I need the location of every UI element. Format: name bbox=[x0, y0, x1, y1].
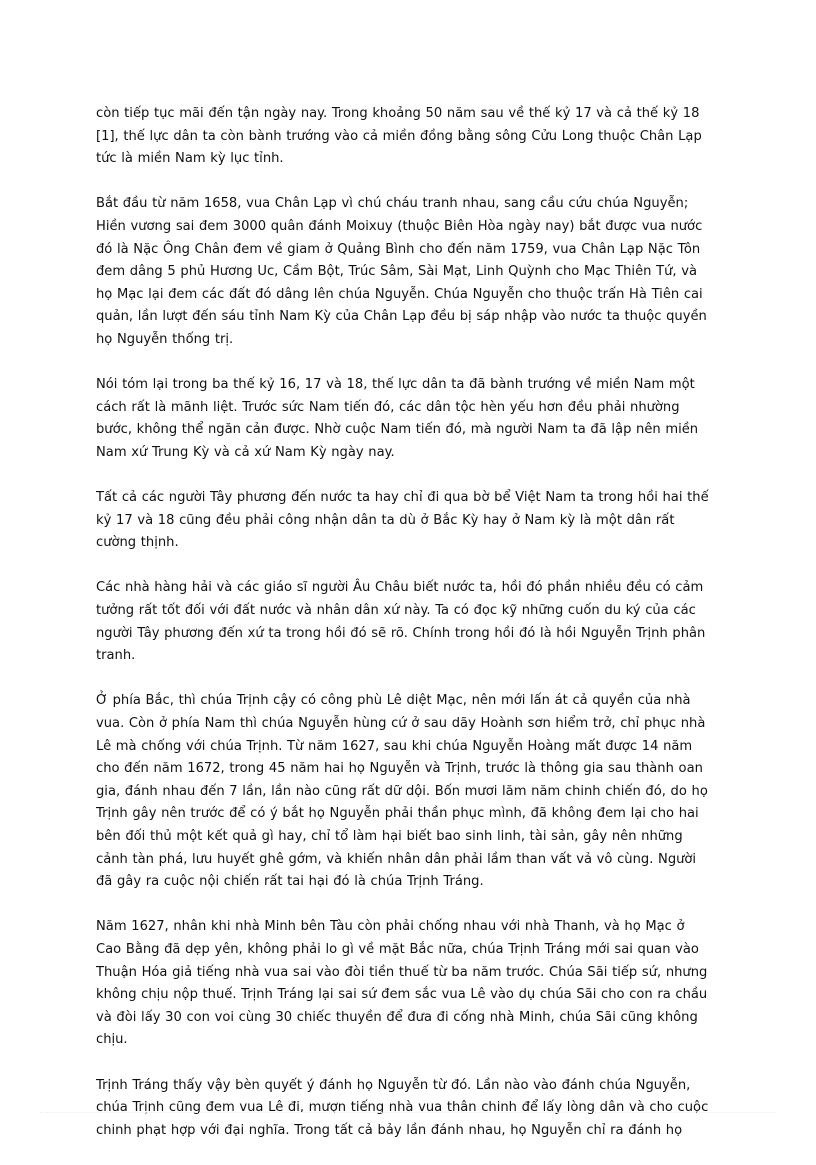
text-line: tranh. bbox=[96, 648, 136, 664]
text-line: Trịnh Tráng thấy vậy bèn quyết ý đánh họ Nguyễn từ đó. Lần nào vào đánh chúa Nguyễn, bbox=[96, 1077, 691, 1093]
text-line: Trịnh gây nên trước để có ý bắt họ Nguyễn phải thần phục mình, đã không đem lại cho hai bbox=[96, 806, 699, 822]
text-line: người Tây phương đến xứ ta trong hồi đó sẽ rõ. Chính trong hồi đó là hồi Nguyễn Trịnh phân bbox=[96, 625, 706, 641]
text-line: họ Nguyễn thống trị. bbox=[96, 331, 234, 347]
text-line: Các nhà hàng hải và các giáo sĩ người Âu Châu biết nước ta, hồi đó phần nhiều đều có cảm bbox=[96, 580, 704, 596]
text-line: cường thịnh. bbox=[96, 535, 179, 551]
text-line: tưởng rất tốt đối với đất nước và nhân dân xứ này. Ta có đọc kỹ những cuốn du ký của các bbox=[96, 603, 696, 619]
text-line: cảnh tàn phá, lưu huyết ghê gớm, và khiến nhân dân phải lầm than vất vả vô cùng. Người bbox=[96, 851, 697, 867]
text-line: Năm 1627, nhân khi nhà Minh bên Tàu còn phải chống nhau với nhà Thanh, và họ Mạc ở bbox=[96, 919, 685, 935]
text-line: bên đối thủ một kết quả gì hay, chỉ tổ làm hại biết bao sinh linh, tài sản, gây nên những bbox=[96, 829, 683, 844]
paragraph bbox=[96, 916, 736, 1052]
paragraph bbox=[96, 1075, 736, 1143]
text-line: chúa Trịnh cũng đem vua Lê đi, mượn tiếng nhà vua thân chinh để lấy lòng dân và cho cuộc bbox=[96, 1100, 709, 1116]
text-line: Cao Bằng đã dẹp yên, không phải lo gì về mặt Bắc nữa, chúa Trịnh Tráng mới sai quan vào bbox=[96, 941, 699, 957]
text-line: Tất cả các người Tây phương đến nước ta hay chỉ đi qua bờ bể Việt Nam ta trong hồi hai thế bbox=[96, 490, 709, 506]
text-line: kỷ 17 và 18 cũng đều phải công nhận dân ta dù ở Bắc Kỳ hay ở Nam kỳ là một dân rất bbox=[96, 512, 675, 528]
text-line: cho đến năm 1672, trong 45 năm hai họ Nguyễn và Trịnh, trước là thông gia sau thành oan bbox=[96, 761, 703, 777]
text-line: đó là Nặc Ông Chân đem về giam ở Quảng Bình cho đến năm 1759, vua Chân Lạp Nặc Tôn bbox=[96, 241, 701, 257]
text-line: Thuận Hóa giả tiếng nhà vua sai vào đòi tiền thuế từ ba năm trước. Chúa Sãi tiếp sứ, nhưng bbox=[96, 964, 708, 980]
text-line: gia, đánh nhau đến 7 lần, lần nào cũng rất dữ dội. Bốn mươi lăm năm chinh chiến đó, do họ bbox=[96, 783, 708, 799]
text-line: và đòi lấy 30 con voi cùng 30 chiếc thuyền để đưa đi cống nhà Minh, chúa Sãi cũng không bbox=[96, 1009, 698, 1025]
text-line: cách rất là mãnh liệt. Trước sức Nam tiến đó, các dân tộc hèn yếu hơn đều phải nhường bbox=[96, 399, 680, 415]
text-line: Hiền vương sai đem 3000 quân đánh Moixuy (thuộc Biên Hòa ngày nay) bắt được vua nước bbox=[96, 218, 703, 234]
text-line: vua. Còn ở phía Nam thì chúa Nguyễn hùng cứ ở sau dãy Hoành sơn hiểm trở, chỉ phục nhà bbox=[96, 716, 706, 732]
text-line: Nam xứ Trung Kỳ và cả xứ Nam Kỳ ngày nay. bbox=[96, 444, 395, 460]
text-line: [1], thế lực dân ta còn bành trướng vào cả miền đồng bằng sông Cửu Long thuộc Chân Lạp bbox=[96, 128, 702, 144]
text-line: chinh phạt hợp với đại nghĩa. Trong tất cả bảy lần đánh nhau, họ Nguyễn chỉ ra đánh họ bbox=[96, 1122, 683, 1138]
text-line: chịu. bbox=[96, 1032, 128, 1048]
text-line: đã gây ra cuộc nội chiến rất tai hại đó là chúa Trịnh Tráng. bbox=[96, 874, 484, 890]
text-line: đem dâng 5 phủ Hương Uc, Cầm Bột, Trúc Sâm, Sài Mạt, Linh Quỳnh cho Mạc Thiên Tứ, và bbox=[96, 264, 697, 280]
text-line: Bắt đầu từ năm 1658, vua Chân Lạp vì chú cháu tranh nhau, sang cầu cứu chúa Nguyễn; bbox=[96, 196, 689, 212]
text-line: tức là miền Nam kỳ lục tỉnh. bbox=[96, 151, 284, 167]
paragraph bbox=[96, 577, 736, 667]
paragraph bbox=[96, 374, 736, 464]
text-line: còn tiếp tục mãi đến tận ngày nay. Trong khoảng 50 năm sau về thế kỷ 17 và cả thế kỷ 18 bbox=[96, 106, 700, 121]
text-line: Lê mà chống với chúa Trịnh. Từ năm 1627, sau khi chúa Nguyễn Hoàng mất được 14 năm bbox=[96, 738, 693, 754]
paragraph bbox=[96, 103, 736, 171]
paragraph bbox=[96, 487, 736, 555]
page-bottom-rule bbox=[40, 1112, 776, 1113]
text-line: Nói tóm lại trong ba thế kỷ 16, 17 và 18, thế lực dân ta đã bành trướng về miền Nam một bbox=[96, 377, 695, 393]
paragraph bbox=[96, 193, 736, 351]
document-body bbox=[96, 103, 736, 1165]
paragraph bbox=[96, 690, 736, 893]
text-line: họ Mạc lại đem các đất đó dâng lên chúa Nguyễn. Chúa Nguyễn cho thuộc trấn Hà Tiên cai bbox=[96, 286, 703, 302]
text-line: không chịu nộp thuế. Trịnh Tráng lại sai sứ đem sắc vua Lê vào dụ chúa Sãi cho con ra chầu bbox=[96, 987, 708, 1003]
text-line: Ở phía Bắc, thì chúa Trịnh cậy có công phù Lê diệt Mạc, nên mới lấn át cả quyền của nhà bbox=[96, 693, 691, 709]
text-line: bước, không thể ngăn cản được. Nhờ cuộc Nam tiến đó, mà người Nam ta đã lập nên miền bbox=[96, 422, 699, 438]
text-line: quản, lần lượt đến sáu tỉnh Nam Kỳ của Chân Lạp đều bị sáp nhập vào nước ta thuộc quyền bbox=[96, 309, 707, 325]
